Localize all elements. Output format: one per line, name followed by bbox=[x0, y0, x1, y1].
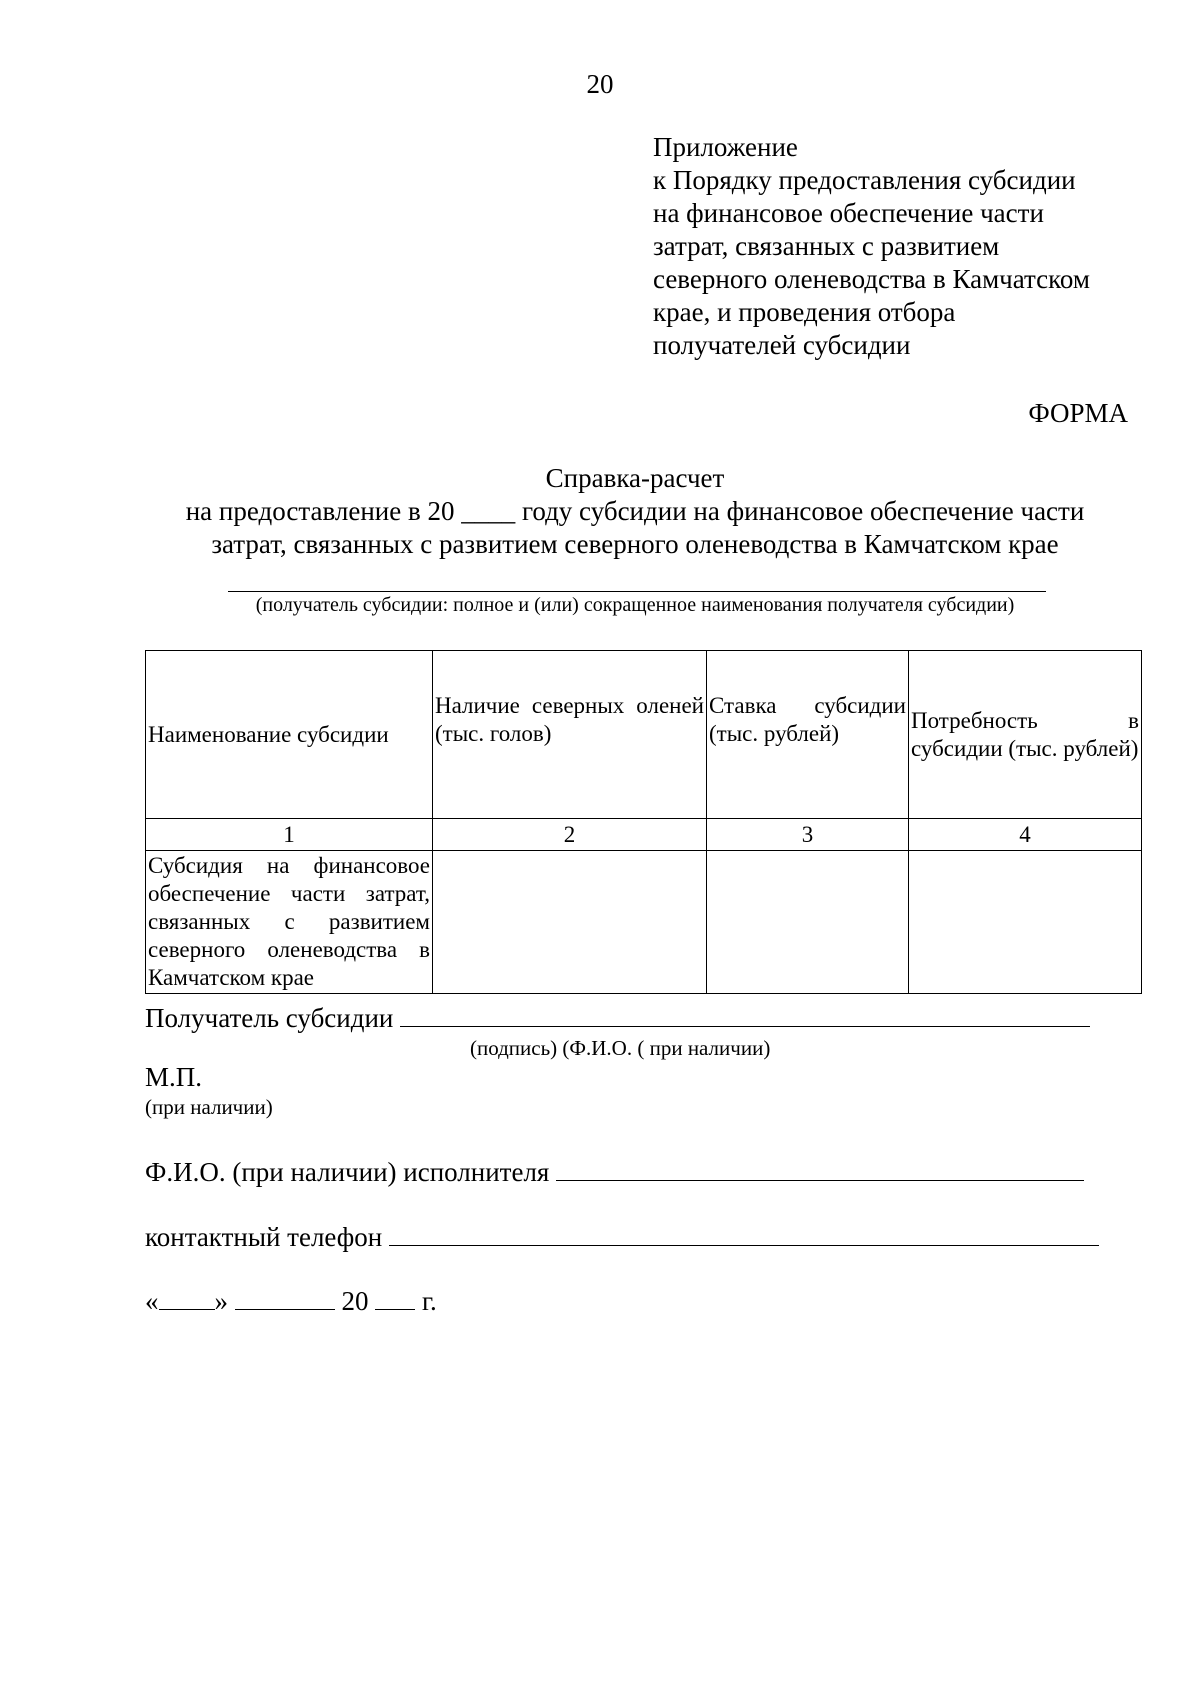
appendix-line: к Порядку предоставления субсидии bbox=[653, 165, 1076, 195]
header-cell bbox=[909, 651, 1142, 819]
appendix-line: затрат, связанных с развитием bbox=[653, 231, 1000, 261]
date-open-quote: « bbox=[145, 1286, 159, 1316]
appendix-line: крае, и проведения отбора bbox=[653, 297, 956, 327]
phone-label: контактный телефон bbox=[145, 1222, 383, 1252]
appendix-line: получателей субсидии bbox=[653, 330, 911, 360]
column-number: 1 bbox=[146, 819, 433, 851]
date-day-field[interactable] bbox=[159, 1283, 215, 1310]
table-header-row bbox=[146, 651, 1142, 819]
header-text: Потребность в субсидии (тыс. рублей) bbox=[911, 707, 1139, 761]
header-text: Ставка субсидии (тыс. рублей) bbox=[709, 692, 906, 746]
executor-label: Ф.И.О. (при наличии) исполнителя bbox=[145, 1157, 550, 1187]
appendix-line: северного оленеводства в Камчатском bbox=[653, 264, 1090, 294]
column-number: 2 bbox=[433, 819, 707, 851]
subsidy-table bbox=[145, 650, 1142, 994]
date-year-field[interactable] bbox=[375, 1283, 415, 1310]
phone-line bbox=[145, 1219, 1099, 1253]
date-close-quote: » bbox=[214, 1286, 228, 1316]
document-title bbox=[0, 462, 1200, 561]
recipient-name-field[interactable] bbox=[228, 591, 1046, 592]
header-cell bbox=[707, 651, 909, 819]
stamp-label: М.П. bbox=[145, 1062, 203, 1092]
header-cell bbox=[146, 651, 433, 819]
subsidy-rate-cell[interactable] bbox=[707, 851, 909, 994]
stamp-caption: (при наличии) bbox=[145, 1095, 273, 1119]
appendix-note bbox=[653, 131, 1153, 362]
title-line-1: Справка-расчет bbox=[545, 463, 725, 493]
executor-name-field[interactable] bbox=[556, 1154, 1084, 1181]
date-year-prefix: 20 bbox=[341, 1286, 369, 1316]
page-number: 20 bbox=[586, 69, 614, 99]
recipient-caption: (получатель субсидии: полное и (или) сокращенное наименования получателя субсидии) bbox=[255, 594, 1015, 616]
title-line-3: затрат, связанных с развитием северного оленеводства в Камчатском крае bbox=[211, 529, 1059, 559]
date-line bbox=[145, 1283, 437, 1317]
executor-line bbox=[145, 1154, 1084, 1188]
header-cell bbox=[433, 651, 707, 819]
recipient-label: Получатель субсидии bbox=[145, 1003, 394, 1033]
appendix-line: Приложение bbox=[653, 132, 798, 162]
table-row bbox=[146, 851, 1142, 994]
subsidy-name-cell: Субсидия на финансовое обеспечение части затрат, связанных с развитием северного оленеводства в Камчатском крае bbox=[146, 851, 433, 994]
recipient-signature-field[interactable] bbox=[400, 1000, 1090, 1027]
column-number: 3 bbox=[707, 819, 909, 851]
title-line-2: на предоставление в 20 ____ году субсидии на финансовое обеспечение части bbox=[185, 496, 1085, 526]
date-suffix: г. bbox=[422, 1286, 437, 1316]
recipient-signature-caption: (подпись) (Ф.И.О. ( при наличии) bbox=[470, 1036, 771, 1060]
appendix-line: на финансовое обеспечение части bbox=[653, 198, 1044, 228]
table-number-row bbox=[146, 819, 1142, 851]
subsidy-need-cell[interactable] bbox=[909, 851, 1142, 994]
recipient-signature-line bbox=[145, 1000, 1090, 1034]
deer-count-cell[interactable] bbox=[433, 851, 707, 994]
header-text: Наличие северных оленей (тыс. голов) bbox=[435, 692, 704, 746]
column-number: 4 bbox=[909, 819, 1142, 851]
phone-field[interactable] bbox=[389, 1219, 1099, 1246]
form-label: ФОРМА bbox=[1028, 398, 1128, 428]
header-text: Наименование субсидии bbox=[148, 721, 389, 747]
date-month-field[interactable] bbox=[235, 1283, 335, 1310]
